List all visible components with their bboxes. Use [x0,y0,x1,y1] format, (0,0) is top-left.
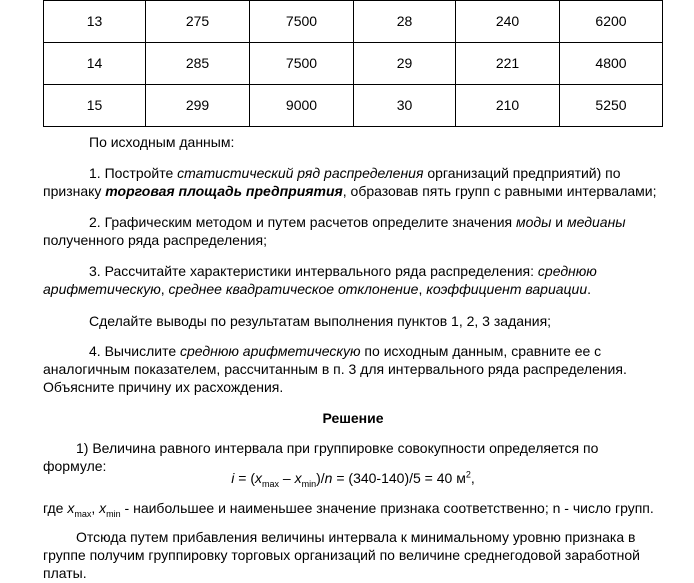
table-cell: 14 [44,43,146,85]
table-cell: 6200 [560,1,663,43]
interval-formula: $i = (x_{max} - x_{min})/n = (340-140)/5 = 40$ $м^2$, [231,469,475,489]
table-cell: 275 [146,1,250,43]
data-table [43,0,663,127]
formula-explanation: где $x_{max}$, $x_{min}$ - наибольшее и наименьшее значение признака соответственно; n - число групп. [43,500,654,519]
solution-step-1: 1) Величина равного интервала при группировке совокупности определяется по формуле: [43,440,599,475]
table-cell: 28 [354,1,456,43]
table-cell: 13 [44,1,146,43]
table-cell: 30 [354,85,456,127]
table-cell: 7500 [250,43,354,85]
table-cell: 9000 [250,85,354,127]
conclusion-text: Сделайте выводы по результатам выполнения пунктов 1, 2, 3 задания; [89,313,552,329]
table-row [44,1,663,43]
solution-heading: Решение [322,410,384,426]
table-cell: 7500 [250,1,354,43]
table-cell: 221 [456,43,560,85]
table-cell: 15 [44,85,146,127]
table-row [44,43,663,85]
table-cell: 240 [456,1,560,43]
table-body [44,1,663,127]
intro-text: По исходным данным: [89,134,235,150]
task-item-2: 2. Графическим методом и путем расчетов определите значения моды и медианы полученного ряда распределения; [43,214,626,249]
table-cell: 4800 [560,43,663,85]
task-item-1: 1. Постройте статистический ряд распределения организаций предприятий) по признаку торговая площадь предприятия, образовав пять групп с равными интервалами; [43,165,657,200]
table-cell: 210 [456,85,560,127]
table-cell: 285 [146,43,250,85]
table-cell: 5250 [560,85,663,127]
table-cell: 29 [354,43,456,85]
table-cell: 299 [146,85,250,127]
table-row [44,85,663,127]
grouping-text: Отсюда путем прибавления величины интервала к минимальному уровню признака в группе получим группировку торговых организаций по величине среднегодовой заработной платы. [43,529,640,582]
task-item-4: 4. Вычислите среднюю арифметическую по исходным данным, сравните ее с аналогичным показателем, рассчитанным в п. 3 для интервального ряда распределения. Объясните причину их расхождения. [43,343,627,396]
task-item-3: 3. Рассчитайте характеристики интервального ряда распределения: среднюю арифметическую, среднее квадратическое отклонение, коэффициент вариации. [43,263,597,298]
